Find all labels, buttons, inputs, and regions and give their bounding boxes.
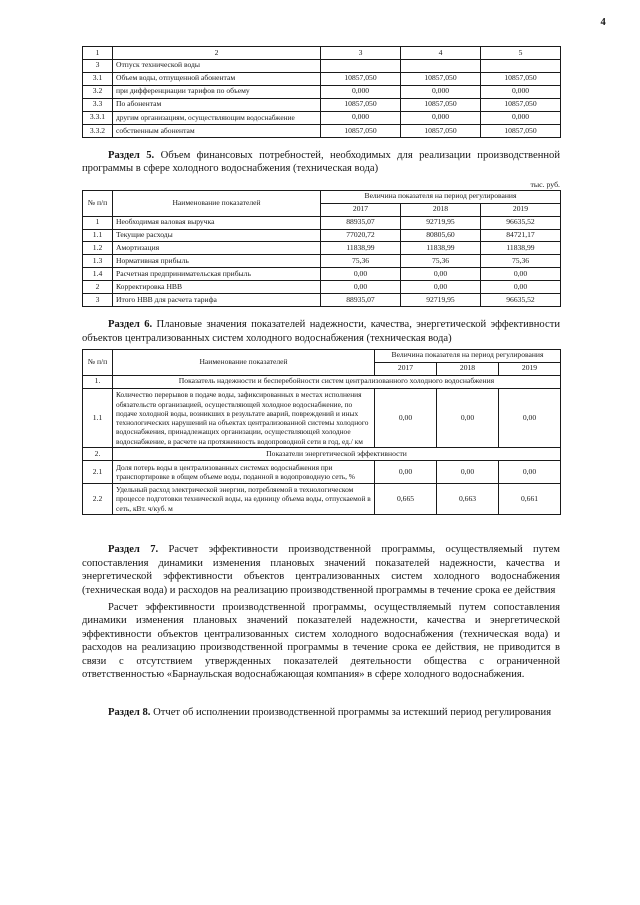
row-label: Корректировка НВВ [113, 281, 321, 294]
table-row [83, 242, 561, 255]
row-index: 2 [83, 281, 113, 294]
table-header-row [83, 190, 561, 203]
row-label: Амортизация [113, 242, 321, 255]
section-5-units: тыс. руб. [530, 179, 560, 189]
row-value-2019: 96635,52 [481, 216, 561, 229]
row-index: 3.3.1 [83, 111, 113, 124]
row-index: 3 [83, 59, 113, 72]
column-header-year-2019: 2019 [481, 203, 561, 216]
row-value-2018: 0,00 [437, 388, 499, 448]
row-value-2017: 0,00 [375, 388, 437, 448]
row-index: 2.2 [83, 483, 113, 515]
row-value-2017: 0,000 [321, 111, 401, 124]
section-6-title: Плановые значения показателей надежности, качества, энергетической эффективности объектов централизованных систем холодного водоснабжения (техническая вода) [82, 319, 560, 344]
row-value-2017: 11838,99 [321, 242, 401, 255]
row-index: 1.1 [83, 388, 113, 448]
row-value-2019: 0,000 [481, 111, 561, 124]
row-label: Необходимая валовая выручка [113, 216, 321, 229]
row-index: 1.2 [83, 242, 113, 255]
table-header-row [83, 349, 561, 362]
row-value-2019: 11838,99 [481, 242, 561, 255]
row-label: Доля потерь воды в централизованных системах водоснабжения при транспортировке в общем объеме воды, поданной в водопроводную сеть, % [113, 461, 375, 484]
table-row [83, 229, 561, 242]
column-header-year-2017: 2017 [375, 362, 437, 375]
row-value-2019: 84721,17 [481, 229, 561, 242]
row-value-2018: 0,663 [437, 483, 499, 515]
column-header-year-2018: 2018 [437, 362, 499, 375]
table-row [83, 72, 561, 85]
row-label: Количество перерывов в подаче воды, зафиксированных в местах исполнения обязательств организацией, осуществляющей холодное водоснабжение, по подаче холодной воды, возникших в результате аварий, повреждений и иных технологических нарушений на объектах централизованной системы холодного водоснабжения, принадлежащих организации, осуществляющей холодное водоснабжение, в расчете на протяженность водопроводной сети в год, ед./ км [113, 388, 375, 448]
table-row [83, 59, 561, 72]
section-8-heading [82, 706, 560, 719]
table-row [83, 294, 561, 307]
row-index: 3 [83, 294, 113, 307]
page-content [82, 46, 560, 723]
row-index: 1.3 [83, 255, 113, 268]
table-group-row-reliability [83, 375, 561, 388]
column-header-group: Величина показателя на период регулирования [321, 190, 561, 203]
row-value-2018 [401, 59, 481, 72]
row-value-2019: 0,00 [499, 388, 561, 448]
row-value-2017: 0,000 [321, 85, 401, 98]
row-index: 1.1 [83, 229, 113, 242]
row-value-2017: 0,00 [321, 281, 401, 294]
section-7-body: Расчет эффективности производственной программы, осуществляемый путем сопоставления динамики изменения плановых значений показателей надежности, качества и энергетической эффективности объектов централизованных систем холодного водоснабжения (техническая вода) и расходов на реализацию производственной программы в течение срока ее действия, не приводится в связи с отсутствием утвержденных показателей деятельности общества с ограниченной ответственностью «Барнаульская водоснабжающая компания» в сфере холодного водоснабжения. [82, 601, 560, 681]
page-number: 4 [600, 17, 606, 28]
row-value-2019: 0,00 [481, 281, 561, 294]
section-8-number: Раздел 8. [108, 706, 151, 718]
column-header-year-2017: 2017 [321, 203, 401, 216]
row-value-2018: 92719,95 [401, 216, 481, 229]
column-header-4: 4 [401, 47, 481, 60]
column-header-3: 3 [321, 47, 401, 60]
column-header-year-2018: 2018 [401, 203, 481, 216]
row-value-2018: 10857,050 [401, 125, 481, 138]
column-header-number: № п/п [83, 190, 113, 216]
table-header-row [83, 47, 561, 60]
row-value-2019: 0,000 [481, 85, 561, 98]
table-row [83, 85, 561, 98]
table-row [83, 483, 561, 515]
column-header-5: 5 [481, 47, 561, 60]
row-value-2018: 75,36 [401, 255, 481, 268]
row-value-2017: 75,36 [321, 255, 401, 268]
column-header-group: Величина показателя на период регулирования [375, 349, 561, 362]
row-index: 2.1 [83, 461, 113, 484]
row-value-2017: 10857,050 [321, 72, 401, 85]
row-value-2017 [321, 59, 401, 72]
table-technical-water [82, 46, 561, 138]
column-header-1: 1 [83, 47, 113, 60]
table-row [83, 281, 561, 294]
column-header-number: № п/п [83, 349, 113, 375]
row-index: 3.3 [83, 98, 113, 111]
row-value-2018: 92719,95 [401, 294, 481, 307]
row-index: 3.3.2 [83, 125, 113, 138]
row-label: По абонентам [113, 98, 321, 111]
column-header-name: Наименование показателей [113, 190, 321, 216]
row-label: Удельный расход электрической энергии, потребляемой в технологическом процессе подготовки технической воды, на единицу объема воды, отпускаемой в сеть, кВт. ч/куб. м [113, 483, 375, 515]
row-value-2017: 88935,07 [321, 294, 401, 307]
row-index: 1.4 [83, 268, 113, 281]
row-value-2018: 0,00 [437, 461, 499, 484]
table-row [83, 461, 561, 484]
row-label: собственным абонентам [113, 125, 321, 138]
section-7-title: Расчет эффективности производственной программы, осуществляемый путем сопоставления динамики изменения плановых значений показателей надежности, качества и энергетической эффективности объектов централизованных систем холодного водоснабжения (техническая вода) и расходов на реализацию производственной программы в течение срока ее действия [82, 544, 560, 596]
row-label: Расчетная предпринимательская прибыль [113, 268, 321, 281]
row-value-2017: 10857,050 [321, 98, 401, 111]
row-value-2017: 0,00 [321, 268, 401, 281]
group-index: 2. [83, 448, 113, 461]
row-label: при дифференциации тарифов по объему [113, 85, 321, 98]
group-title: Показатель надежности и бесперебойности систем централизованного холодного водоснабжения [113, 375, 561, 388]
row-value-2017: 0,00 [375, 461, 437, 484]
column-header-year-2019: 2019 [499, 362, 561, 375]
table-row [83, 268, 561, 281]
row-value-2017: 77020,72 [321, 229, 401, 242]
section-6-number: Раздел 6. [108, 319, 153, 331]
row-label: Объем воды, отпущенной абонентам [113, 72, 321, 85]
column-header-2: 2 [113, 47, 321, 60]
table-row [83, 255, 561, 268]
table-financial-needs [82, 190, 561, 308]
row-value-2019: 10857,050 [481, 125, 561, 138]
row-value-2018: 0,00 [401, 281, 481, 294]
row-value-2019: 0,661 [499, 483, 561, 515]
row-value-2018: 0,000 [401, 85, 481, 98]
row-value-2019: 0,00 [481, 268, 561, 281]
table-row [83, 111, 561, 124]
row-index: 3.2 [83, 85, 113, 98]
row-value-2018: 0,000 [401, 111, 481, 124]
row-value-2019: 0,00 [499, 461, 561, 484]
section-7-heading [82, 543, 560, 596]
row-value-2017: 88935,07 [321, 216, 401, 229]
table-row [83, 98, 561, 111]
row-value-2017: 10857,050 [321, 125, 401, 138]
table-row [83, 388, 561, 448]
row-label: Текущие расходы [113, 229, 321, 242]
row-label: другим организациям, осуществляющим водоснабжение [113, 111, 321, 124]
section-5-number: Раздел 5. [108, 149, 155, 161]
row-label: Итого НВВ для расчета тарифа [113, 294, 321, 307]
row-index: 3.1 [83, 72, 113, 85]
column-header-name: Наименование показателей [113, 349, 375, 375]
section-8-title: Отчет об исполнении производственной программы за истекший период регулирования [153, 706, 552, 718]
row-value-2018: 80805,60 [401, 229, 481, 242]
row-value-2019: 10857,050 [481, 72, 561, 85]
row-value-2019: 10857,050 [481, 98, 561, 111]
row-value-2017: 0,665 [375, 483, 437, 515]
table-reliability-indicators [82, 349, 561, 516]
section-7-number: Раздел 7. [108, 544, 159, 556]
row-value-2018: 0,00 [401, 268, 481, 281]
row-label: Нормативная прибыль [113, 255, 321, 268]
table-group-row-energy [83, 448, 561, 461]
table-row [83, 125, 561, 138]
row-index: 1 [83, 216, 113, 229]
row-value-2019: 96635,52 [481, 294, 561, 307]
group-title: Показатели энергетической эффективности [113, 448, 561, 461]
row-value-2018: 11838,99 [401, 242, 481, 255]
row-value-2018: 10857,050 [401, 98, 481, 111]
table-row [83, 216, 561, 229]
group-index: 1. [83, 375, 113, 388]
section-5-title: Объем финансовых потребностей, необходимых для реализации производственной программы в сфере холодного водоснабжения (техническая вода) [82, 149, 560, 175]
row-value-2019: 75,36 [481, 255, 561, 268]
section-6-heading [82, 318, 560, 345]
row-value-2019 [481, 59, 561, 72]
section-5-heading [82, 149, 560, 176]
row-label: Отпуск технической воды [113, 59, 321, 72]
row-value-2018: 10857,050 [401, 72, 481, 85]
